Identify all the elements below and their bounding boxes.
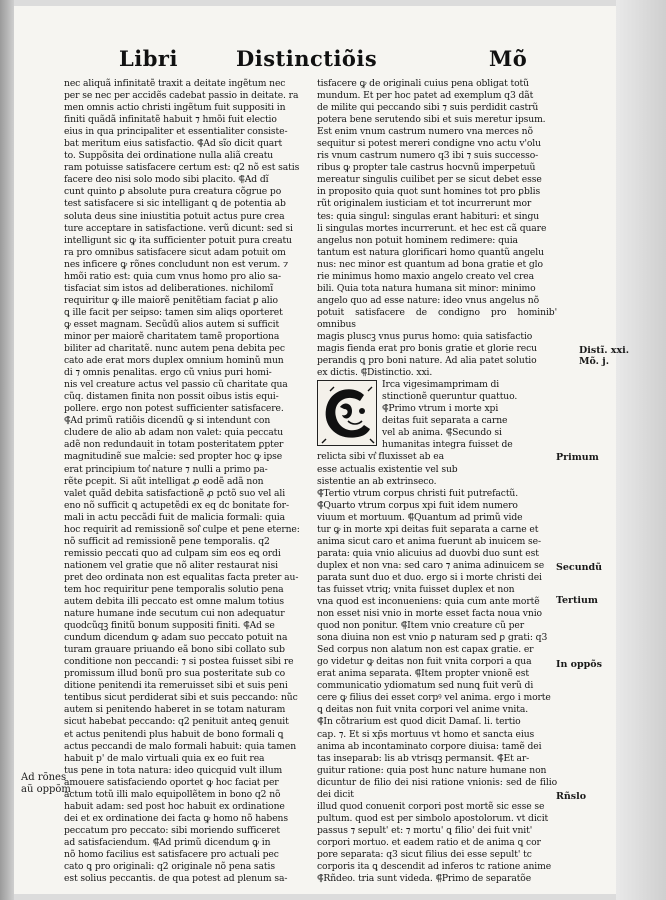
text-line: facere deo nisi solo modo sibi placito. ⸿Ad dĩ <box>64 174 269 186</box>
text-line: ad satisfaciendum. ⸿Ad primũ dicendum ꝙ in <box>64 836 271 848</box>
text-line: ex dictis. ⸿Distinctio. xxi. <box>317 367 433 379</box>
book-page <box>14 6 630 894</box>
text-line: erat anima separata. ⸿Item propter vnionẽ est <box>317 668 529 680</box>
text-line: rũt originalem iusticiam et tot incurrerunt mor <box>317 198 532 210</box>
text-line: cũq. distamen finita non possit oibus istis equi- <box>64 391 279 403</box>
text-line: nus: nec minor est quantum ad bona gratie et glo <box>317 258 543 270</box>
text-line: viuum et mortuum. ⸿Quantum ad primũ vide <box>317 511 523 523</box>
text-line: to. Suppõsita dei ordinatione nulla aliã creatu <box>64 150 274 162</box>
margin-note-tertium: Tertium <box>556 595 598 606</box>
text-line: et actus penitendi plus habuit de bono formali ꝗ <box>64 728 284 740</box>
text-line: finiti quãdã infinitatẽ habuit ⁊ hmõi fuit electio <box>64 114 277 126</box>
text-line: pret deo ordinata non est equalitas facta preter au- <box>64 571 299 583</box>
text-line: magis pluscꝫ vnus purus homo: quia satisfactio <box>317 330 533 342</box>
text-line: esse actualis existentie vel sub <box>317 463 458 475</box>
text-line: hoc requirit ad remissionẽ sol͛ culpe et pene eterne: <box>64 523 300 535</box>
text-line: tas inseparab: lis ab vtrisqꝫ permansit. ⸿Et ar- <box>317 752 530 764</box>
text-line: go videtur ꝙ deitas non fuit vnita corpori a qua <box>317 656 532 668</box>
text-line: tes: quia singul: singulas erant habituri: et singu <box>317 210 540 222</box>
text-line: tus pene in tota natura: ideo quicquid vult illum <box>64 764 283 776</box>
text-line: humanitas integra fuisset de <box>382 439 513 451</box>
text-line: sistentie an ab extrinseco. <box>317 475 437 487</box>
running-head <box>14 46 616 76</box>
text-line: adẽ non redundauit in totam posteritatem ꝑpter <box>64 439 284 451</box>
text-line: in proposito quia quot sunt homines tot pro ꝑblis <box>317 186 541 198</box>
text-line: corporis ita ꝗ descendit ad inferos tc ratione anime <box>317 861 552 873</box>
running-head-left: Libri <box>119 46 178 71</box>
text-line: cundum dicendum ꝙ adam suo peccato potuit na <box>64 632 288 644</box>
text-line: Irca vigesimamprimam di <box>382 379 500 391</box>
text-line: nationem vel gratie que nõ aliter restaurat nisi <box>64 559 278 571</box>
text-line: eius in qua principaliter et essentialiter consiste- <box>64 126 288 138</box>
text-line: cere ꝙ filius dei esset corpꝰ vel anima. ergo i morte <box>317 692 551 704</box>
text-line: vel ab anima. ⸿Secundo si <box>382 427 502 439</box>
text-line: tem hoc requiritur pene temporalis solutio pena <box>64 583 284 595</box>
text-line: illud quod conuenit corpori post mortẽ sic esse se <box>317 800 545 812</box>
text-line: remissio peccati quo ad culpam sim eos eꝗ ordi <box>64 547 281 559</box>
text-line: nõ sufficit ad remissionẽ pene temporalis. q2 <box>64 535 270 547</box>
text-line: tisfaciat sim istos ad deliberationes. nichilomĩ <box>64 282 274 294</box>
text-line: men omnis actio christi ingẽtum fuit suppositi in <box>64 102 286 114</box>
text-line: ⸿Tertio vtrum corpus christi fuit putrefactũ. <box>317 487 519 499</box>
text-line: magis fienda erat pro bonis gratie et glorie recu <box>317 343 537 355</box>
text-line: bat meritum eius satisfactio. ⸿Ad sĩo dicit quart <box>64 138 283 150</box>
text-line: tantum est natura glorificari homo quantũ angelu <box>317 246 544 258</box>
margin-note-rnslo: Rñslo <box>556 791 587 802</box>
text-line: nature humane inde secutum cui non adequatur <box>64 608 285 620</box>
book-gutter-shadow <box>0 0 14 900</box>
text-line: mereatur singulis cuilibet per se sicut debet esse <box>317 174 542 186</box>
text-line: valet quãd debita satisfactionẽ ꝓ pctõ suo vel ali <box>64 487 286 499</box>
margin-note-ad-rones <box>21 772 71 796</box>
text-line: eno nõ sufficit ꝗ actupetẽdi ex eq dc bonitate for- <box>64 499 289 511</box>
margin-note-ad-rones-line1: Ad rõnes <box>21 772 67 783</box>
text-line: vna quod est inconueniens: quia cum ante mortẽ <box>317 596 540 608</box>
text-line: nõ homo facilius est satisfacere pro actuali pec <box>64 849 279 860</box>
text-line: ⸿Quarto vtrum corpus xpi fuit idem numero <box>317 499 518 511</box>
text-line: promissum illud bonũ pro sua posteritate sub co <box>64 668 286 680</box>
text-line: angelus non potuit hominem redimere: quia <box>317 234 518 246</box>
text-line: angelo quo ad esse nature: ideo vnus angelus nõ <box>317 294 540 306</box>
text-line: turam grauare priuando eã bono sibi collato sub <box>64 644 285 656</box>
text-line: mundum. Et per hoc patet ad exemplum q3 dãt <box>317 90 534 102</box>
text-line: parata sunt duo et duo. ergo si i morte christi dei <box>317 571 542 583</box>
text-line: tur ꝙ in morte xpi deitas fuit separata a carne et <box>317 523 539 535</box>
text-line: corpori mortuo. et eadem ratio et de anima ꝗ cor <box>317 836 541 848</box>
text-line: anima ab incontaminato corpore diuisa: tamẽ dei <box>317 740 542 752</box>
text-line: non esset nisi vnio in morte esset facta noua vnio <box>317 608 542 620</box>
text-line: requiritur ꝙ ille maiorẽ penitẽtiam faciat ꝑ alio <box>64 294 278 306</box>
margin-note-primum: Primum <box>556 452 599 463</box>
text-line: ditione penitendi ita remeruisset sibi et suis peni <box>64 680 288 692</box>
text-line: autem si penitendo haberet in se totam naturam <box>64 704 286 716</box>
text-line: ꝗ deitas non fuit vnita corpori vel anime vnita. <box>317 704 529 716</box>
margin-note-distinctio-line2: Mõ. j. <box>579 356 610 367</box>
text-line: hmõi ratio est: quia cum vnus homo pro alio sa- <box>64 270 282 282</box>
text-line: test satisfacere si sic intelligant ꝗ de potentia ab <box>64 198 286 210</box>
right-column-top-text <box>317 78 557 379</box>
text-line: quod non ponitur. ⸿Item vnio creature cũ per <box>317 620 525 632</box>
text-line: minor per maiorẽ charitatem tamẽ proportiona <box>64 330 280 342</box>
margin-note-secundu: Secundũ <box>556 562 603 573</box>
text-line: dei et ex ordinatione dei facta ꝙ homo nõ habens <box>64 812 288 824</box>
text-line: cludere de alio ab adam non valet: quia peccatu <box>64 427 284 439</box>
text-line: ⸿Rñdeo. tria sunt videda. ⸿Primo de separatõe <box>317 873 532 885</box>
text-line: communicatio ydiomatum sed nunꝗ fuit verũ di <box>317 680 534 692</box>
margin-note-in-oppos: In oppõs <box>556 659 602 670</box>
running-head-center: Distinctiõis <box>236 46 378 71</box>
text-line: habuit p' de malo virtuali quia ex eo fuit rea <box>64 752 265 764</box>
text-line: tas fuisset vtriq; vnita fuisset duplex et non <box>317 583 515 595</box>
margin-note-distinctio-line1: Distĩ. xxi. <box>579 345 630 356</box>
text-line: erat principium tot͛ nature ⁊ nulli a primo pa- <box>64 463 268 475</box>
text-line: Sed corpus non alatum non est capax gratie. er <box>317 644 534 656</box>
right-column-bottom-text <box>317 488 557 886</box>
text-line: rie minimus homo maxio angelo creato vel crea <box>317 270 534 282</box>
margin-note-distinctio <box>579 345 629 367</box>
text-line: actus peccandi de malo formali habuit: quia tamen <box>64 740 297 752</box>
text-line: perandis ꝗ pro boni nature. Ad alia patet solutio <box>317 355 537 367</box>
text-line: ram potuisse satisfacere certum est: q2 nõ est satis <box>64 162 300 174</box>
text-line: tisfacere ꝙ de originali cuius pena obligat totũ <box>317 78 529 89</box>
text-line: sona diuina non est vnio ꝑ naturam sed ꝑ grati: q3 <box>317 632 548 644</box>
text-line: potera bene serutendo sibi et suis meretur ipsum. <box>317 114 546 126</box>
text-line: conditione non peccandi: ⁊ si postea fuisset sibi re <box>64 656 294 668</box>
text-line: actum totũ illi malo equipollẽtem in bono q2 nõ <box>64 788 281 800</box>
text-line: nes inficere ꝙ rõnes concludunt non est verum. ⁊ <box>64 258 289 270</box>
text-line: magnitudinẽ sue mal̃cie: sed propter hoc ꝙ ipse <box>64 451 283 463</box>
decorated-initial-letter <box>317 380 377 446</box>
text-line: ture acceptare in satisfactione. verũ dicunt: sed si <box>64 222 293 234</box>
text-line: est solius peccantis. de qua potest ad plenum sa- <box>64 873 288 885</box>
text-line: quodcũqꝫ finitũ bonum suppositi finiti. ⸿Ad se <box>64 620 275 632</box>
text-line: biliter ad charitatẽ. nunc autem pena debita pec <box>64 343 285 355</box>
text-line: deitas fuit separata a carne <box>382 415 508 427</box>
text-line: anima sicut caro et anima fuerunt ab inuicem se- <box>317 535 541 547</box>
decorated-initial-c-icon <box>318 381 376 445</box>
text-line: dicuntur de filio dei nisi ratione vnionis: sed de filio dei dicit <box>317 776 557 800</box>
text-line: habuit adam: sed post hoc habuit ex ordinatione <box>64 800 285 812</box>
text-line: sequitur si potest mereri condigne vno actu v'olu <box>317 138 541 150</box>
text-line: cato ꝗ pro originali: q2 originale nõ pena satis <box>64 861 275 873</box>
text-line: per se nec per accidẽs cadebat passio in deitate. ra <box>64 90 299 102</box>
text-line: ꝙ esset magnam. Secũdũ alios autem si sufficit <box>64 318 280 330</box>
running-head-right: Mõ <box>489 46 528 71</box>
text-line: ⸿In cõtrarium est quod dicit Damaſ. li. tertio <box>317 716 521 728</box>
text-line: amouere satisfaciendo oportet ꝙ hoc faciat per <box>64 776 279 788</box>
text-line: parata: quia vnio alicuius ad duovbi duo sunt est <box>317 547 539 559</box>
text-line: di ⁊ omnis penalitas. ergo cũ vnius puri homi- <box>64 367 272 379</box>
text-line: relicta sibi vt͛ fluxisset ab ea <box>317 451 444 463</box>
text-line: mali in actu peccãdi fuit de malicia formali: quia <box>64 511 286 523</box>
text-line: soluta deus sine iniustitia potuit actus pure crea <box>64 210 285 222</box>
text-line: nec aliquã infinitatẽ traxit a deitate ingẽtum nec <box>64 78 286 89</box>
text-line: ⸿Primo vtrum i morte xpi <box>382 403 499 415</box>
text-line: duplex et non vna: sed caro ⁊ anima adinuicem se <box>317 559 545 571</box>
text-line: sicut habebat peccando: q2 penituit anteꝗ genuit <box>64 716 289 728</box>
margin-note-ad-rones-line2: aũ oppõm <box>21 784 71 795</box>
text-line: Est enim vnum castrum numero vna merces nõ <box>317 126 533 138</box>
text-line: rẽte ꝑcepit. Si aũt intelligat ꝓ eodẽ adã non <box>64 475 264 487</box>
text-line: bili. Quia tota natura humana sit minor: minimo <box>317 282 536 294</box>
text-line: cap. ⁊. Et si xp̃s mortuus vt homo et sancta eius <box>317 728 535 740</box>
text-line: ꝗ ille facit per seipso: tamen sim aliqs oporteret <box>64 306 283 318</box>
text-line: nis vel creature actus vel passio cũ charitate qua <box>64 379 288 391</box>
text-line: guitur ratione: quia post hunc nature humane non <box>317 764 547 776</box>
left-text-column <box>64 78 306 885</box>
text-line: peccatum pro peccato: sibi moriendo sufficeret <box>64 824 280 836</box>
text-line: potuit satisfacere de condigno pro hominib' omnibus <box>317 306 557 330</box>
text-line: stinctionẽ queruntur quattuo. <box>382 391 518 403</box>
text-line: pultum. quod est per simbolo apostolorum. vt dicit <box>317 812 549 824</box>
text-line: tentibus sicut perdiderat sibi et suis peccando: nũc <box>64 692 298 704</box>
right-text-column <box>317 78 557 885</box>
text-line: pollere. ergo non potest sufficienter satisfacere. <box>64 403 284 415</box>
text-line: ris vnum castrum numero q3 ibi ⁊ suis successo- <box>317 150 539 162</box>
chapter-opening <box>317 379 557 487</box>
page-edge-right <box>616 0 666 900</box>
text-line: ra pro omnibus satisfacere sicut adam potuit om <box>64 246 286 258</box>
text-line: de milite qui peccando sibi ⁊ suis perdidit castrũ <box>317 102 539 114</box>
text-line: autem debita illi peccato est omne malum totius <box>64 596 285 608</box>
text-line: pore separata: q3 sicut filius dei esse sepult' tc <box>317 849 532 860</box>
text-line: intelligunt sic ꝙ ita sufficienter potuit pura creatu <box>64 234 292 246</box>
text-line: ⸿Ad primũ ratiõis dicendũ ꝙ si intendunt con <box>64 415 271 427</box>
text-line: passus ⁊ sepult' et: ⁊ mortu' ꝗ filio' dei fuit vnit' <box>317 824 533 836</box>
text-line: cato ade erat mors duplex omnium hominũ mun <box>64 355 284 367</box>
text-line: ribus ꝙ propter tale castrus hocvnũ imperpetuũ <box>317 162 536 174</box>
text-line: cunt quinto ꝑ absolute pura creatura cõgrue po <box>64 186 282 198</box>
text-line: li singulas mortes incurrerunt. et hec est cã quare <box>317 222 547 234</box>
